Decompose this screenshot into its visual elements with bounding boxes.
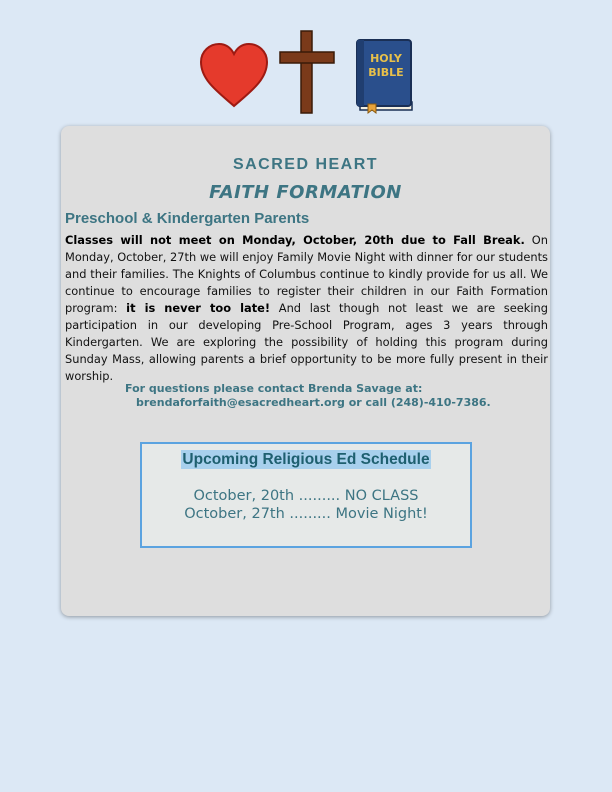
announcement-paragraph — [65, 232, 548, 385]
announcement-text-1: On Monday, October, 27th we will enjoy Family Movie Night with dinner for our students and their families. The Knights of Columbus continue to kindly provide for us all. We continue to encourage families to register their children in our Faith Formation program: — [65, 233, 548, 315]
cross-icon — [278, 30, 336, 114]
schedule-row: October, 27th ......... Movie Night! — [184, 506, 428, 522]
schedule-title: Upcoming Religious Ed Schedule — [182, 451, 430, 468]
icon-row — [0, 28, 612, 118]
contact-line-2: brendaforfaith@esacredheart.org or call (248)-410-7386. — [136, 396, 491, 409]
contact-line-1: For questions please contact Brenda Savage at: — [125, 382, 423, 395]
schedule-box — [140, 442, 472, 548]
title-sacred-heart: SACRED HEART — [232, 156, 379, 173]
contact-info — [125, 382, 525, 410]
announcement-bold-mid: it is never too late! — [126, 301, 271, 315]
bible-cover-line2: BIBLE — [368, 66, 404, 79]
bible-icon — [354, 38, 414, 114]
audience-heading: Preschool & Kindergarten Parents — [65, 210, 310, 227]
announcement-text-2: And last though not least we are seeking participation in our developing Pre-School Program, ages 3 years through Kindergarten. We are exploring the possibility of holding this program during Sunday Mass, allowing parents a brief opportunity to be more fully present in their worship. — [65, 301, 548, 383]
schedule-row: October, 20th ......... NO CLASS — [193, 488, 419, 504]
heart-icon — [198, 42, 270, 108]
info-card — [61, 126, 550, 616]
title-faith-formation: FAITH FORMATION — [209, 182, 402, 203]
announcement-bold-intro: Classes will not meet on Monday, October, 20th due to Fall Break. — [65, 233, 525, 247]
bible-cover-line1: HOLY — [370, 52, 402, 65]
